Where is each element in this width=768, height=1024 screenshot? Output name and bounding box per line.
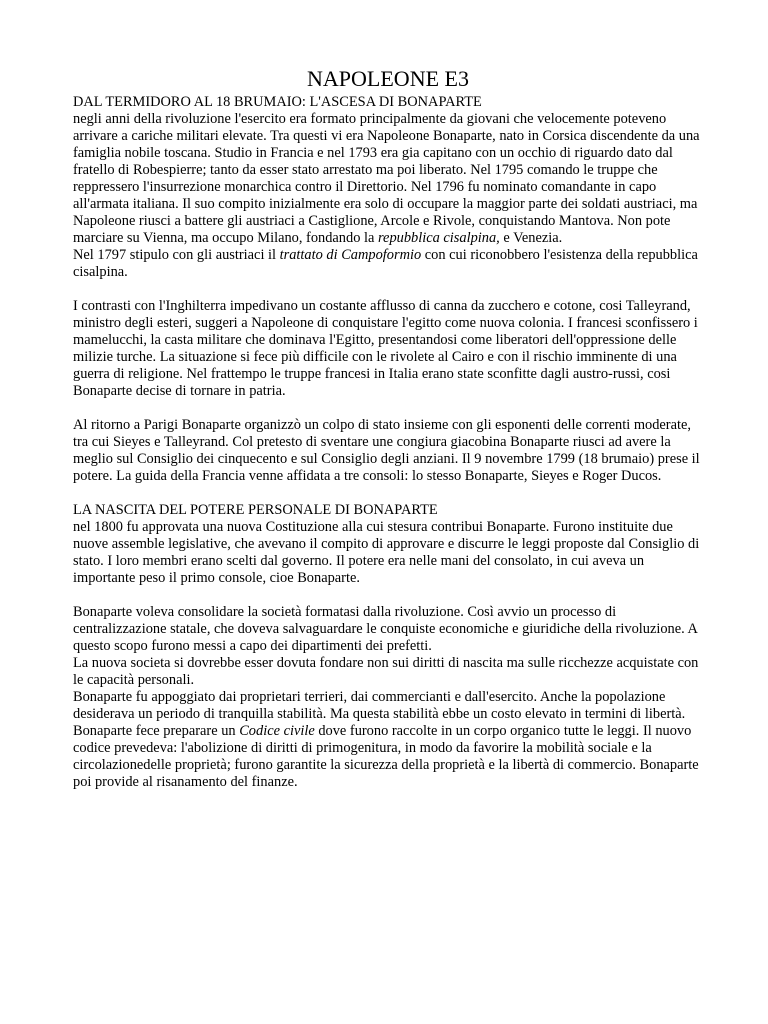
paragraph-spacer	[73, 281, 703, 298]
paragraph-centralizzazione: Bonaparte voleva consolidare la società formatasi dalla rivoluzione. Così avvio un processo di centralizzazione statale, che doveva salvaguardare le conquiste economiche e giuridiche della rivoluzione. A questo scopo furono messi a capo dei dipartimenti dei prefetti.	[73, 604, 698, 654]
paragraph-nuova-societa: La nuova societa si dovrebbe esser dovuta fondare non sui diritti di nascita ma sulle ricchezze acquistate con le capacità personali.	[73, 655, 699, 688]
paragraph-appoggio: Bonaparte fu appoggiato dai proprietari terrieri, dai commercianti e dall'esercito. Anche la popolazione desiderava un periodo di tranquilla stabilità. Ma questa stabilità ebbe un costo elevato in termini di libertà.	[73, 689, 686, 722]
paragraph-text: con cui riconobbero l'esistenza della repubblica cisalpina.	[73, 247, 698, 280]
section-heading-potere-personale: LA NASCITA DEL POTERE PERSONALE DI BONAPARTE	[73, 502, 438, 518]
document-page	[73, 64, 703, 791]
paragraph-ascesa	[73, 111, 703, 247]
paragraph-text: Nel 1797 stipulo con gli austriaci il	[73, 247, 280, 263]
paragraph-colpo-di-stato: Al ritorno a Parigi Bonaparte organizzò un colpo di stato insieme con gli esponenti delle correnti moderate, tra cui Sieyes e Talleyrand. Col pretesto di sventare une congiura giacobina Bonaparte riusci ad avere la meglio sul Consiglio dei cinquecento e sul Consiglio degli anziani. Il 9 novembre 1799 (18 brumaio) prese il potere. La guida della Francia venne affidata a tre consoli: lo stesso Bonaparte, Sieyes e Roger Ducos.	[73, 417, 700, 484]
paragraph-text: e Venezia.	[499, 230, 563, 246]
italic-term-repubblica-cisalpina: repubblica cisalpina,	[377, 230, 500, 246]
document-title: NAPOLEONE E3	[307, 66, 469, 91]
paragraph-text: Bonaparte fece preparare un	[73, 723, 240, 739]
paragraph-spacer	[73, 400, 703, 417]
paragraph-campoformio	[73, 247, 703, 281]
paragraph-spacer	[73, 587, 703, 604]
paragraph-text: negli anni della rivoluzione l'esercito era formato principalmente da giovani che velocemente poteveno arrivare a cariche militari elevate. Tra questi vi era Napoleone Bonaparte, nato in Corsica discendente da una famiglia nobile toscana. Studio in Francia e nel 1793 era gia capitano con un occhio di riguardo dato dal fratello di Robespierre; tanto da esser stato arrestato ma poi liberato. Nel 1795 comando le truppe che reppressero l'insurrezione monarchica contro il Direttorio. Nel 1796 fu nominato comandante in capo all'armata italiana. Il suo compito inizialmente era solo di occupare la maggior parte dei soldati austriaci, ma Napoleone riusci a battere gli austriaci a Castiglione, Arcole e Rivole, conquistando Mantova. Non pote marciare su Vienna, ma occupo Milano, fondando la	[73, 111, 700, 246]
section-heading-ascesa: DAL TERMIDORO AL 18 BRUMAIO: L'ASCESA DI BONAPARTE	[73, 94, 482, 110]
paragraph-egitto: I contrasti con l'Inghilterra impedivano un costante afflusso di canna da zucchero e cotone, cosi Talleyrand, ministro degli esteri, suggeri a Napoleone di conquistare l'egitto come nuova colonia. I francesi sconfissero i mamelucchi, la casta militare che dominava l'Egitto, presentandosi come liberatori dell'oppressione delle milizie turche. La situazione si fece più difficile con le rivolete al Cairo e con il rischio imminente di una guerra di religione. Nel frattempo le truppe francesi in Italia erano state sconfitte dagli austro-russi, cosi Bonaparte decise di tornare in patria.	[73, 298, 698, 399]
paragraph-spacer	[73, 485, 703, 502]
paragraph-text: dove furono raccolte in un corpo organico tutte le leggi. Il nuovo codice prevedeva: l'abolizione di diritti di primogenitura, in modo da favorire la mobilità sociale e la circolazionedelle proprietà; furono garantite la sicurezza della proprietà e la libertà di commercio. Bonaparte poi provide al risanamento del finanze.	[73, 723, 699, 790]
paragraph-costituzione: nel 1800 fu approvata una nuova Costituzione alla cui stesura contribui Bonaparte. Furono instituite due nuove assemble legislative, che avevano il compito di approvare e discurre le leggi proposte dal Consiglio di stato. I loro membri erano scelti dal governo. Il potere era nelle mani del consolato, in cui aveva un importante peso il primo console, cioe Bonaparte.	[73, 519, 700, 586]
italic-term-trattato-campoformio: trattato di Campoformio	[279, 247, 422, 263]
paragraph-codice-civile	[73, 723, 703, 791]
italic-term-codice-civile: Codice civile	[239, 723, 315, 739]
